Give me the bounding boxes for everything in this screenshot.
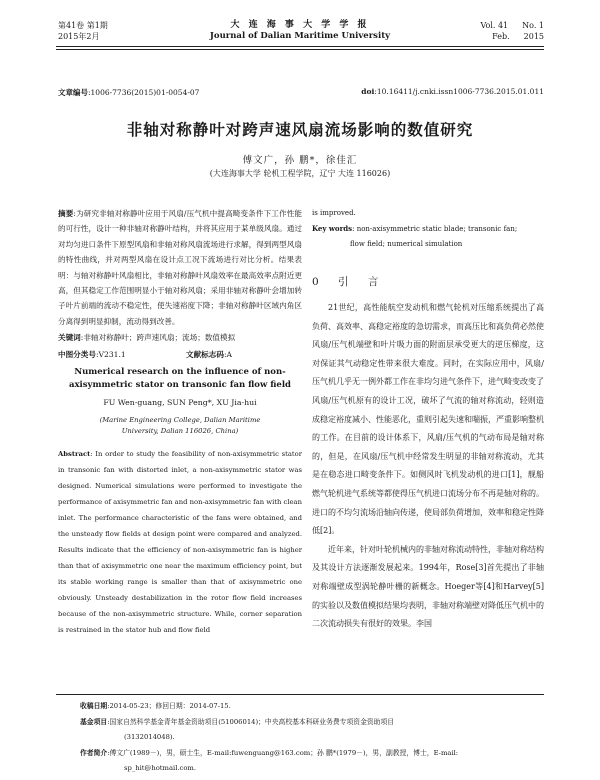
authors-en: FU Wen-guang, SUN Peng*, XU Jia-hui	[103, 398, 257, 407]
section-title: 引 言	[338, 276, 387, 288]
journal-title-cn: 大 连 海 事 大 学 学 报	[230, 20, 370, 30]
header-rule-thin	[56, 49, 544, 50]
article-identifiers	[58, 87, 544, 98]
author-info-2: sp_hit@hotmail.com.	[124, 764, 197, 772]
abstract-en	[58, 446, 302, 638]
keywords-cn	[58, 330, 302, 345]
affiliation-cn: (大连海事大学 轮机工程学院，辽宁 大连 116026)	[209, 169, 391, 178]
article-no-label: 文章编号	[58, 88, 88, 97]
abstract-cn-block	[58, 206, 302, 362]
section-heading	[312, 274, 386, 289]
affiliation-en-line2: University, Dalian 116026, China)	[121, 427, 239, 435]
header-volume-info	[58, 20, 108, 42]
abstract-en-text: : In order to study the feasibility of non-axisymmetric stator in transonic fan with distorted inlet, a non-axisymmetric stator was designed. Numerical simulations were performed to investigate the performance of axisymmetric fan and non-axisymmetric fan with clean inlet. The performance characteristic of the fans were obtained, and the unsteady flow fields at design point were compared and analyzed. Results indicate that the efficiency of non-axisymmetric fan is higher than that of axisymmetric one near the maximum efficiency point, but its stable working range is smaller than that of axisymmetric one obviously. Unsteady destabilization in the rotor flow field increases because of the non-axisymmetric structure. While, corner separation is restrained in the stator hub and flow field	[58, 450, 302, 634]
affiliation-en	[58, 415, 302, 437]
month-en: Feb.	[492, 32, 510, 41]
keywords-cn-text: :非轴对称静叶；跨声速风扇；流场；数值模拟	[80, 333, 236, 343]
footnote-fund	[80, 715, 544, 746]
affiliation-en-line1: (Marine Engineering College, Dalian Maritime	[99, 416, 261, 424]
doi: :10.16411/j.cnki.issn1006-7736.2015.01.011	[374, 87, 544, 96]
keywords-en-label: Key words	[312, 224, 353, 233]
paper-title-cn: 非轴对称静叶对跨声速风扇流场影响的数值研究	[126, 121, 474, 139]
author-info-1: :傅文广(1989－)，男，硕士生，E-mail:fuwenguang@163.com；孙 鹏*(1979－)，男，副教授，博士，E-mail:	[107, 748, 459, 757]
author-info-label: 作者简介	[80, 748, 108, 757]
keywords-en	[312, 221, 544, 252]
journal-header	[170, 20, 430, 42]
clc-label: 中图分类号	[58, 349, 96, 359]
received-label: 收稿日期	[80, 702, 108, 710]
keywords-en-line1: : non-axisymmetric static blade; transonic fan;	[352, 225, 518, 233]
clc-code: :V231.1	[95, 349, 126, 359]
footnote-author	[80, 746, 544, 777]
received-dates: :2014-05-23；修回日期：2014-07-15.	[107, 702, 231, 710]
volume-cn: 第41卷 第1期	[58, 21, 108, 30]
footnote-rule	[56, 694, 544, 695]
journal-title-en: Journal of Dalian Maritime University	[209, 31, 391, 41]
header-rule-thick	[56, 46, 544, 47]
header-volume-info-en	[480, 20, 544, 42]
authors-cn: 傅文广，孙 鹏*，徐佳汇	[242, 155, 358, 166]
fund-text-1: :国家自然科学基金青年基金资助项目(51006014)；中央高校基本科研业务费专项资金资助项目	[107, 717, 395, 726]
abstract-cn	[58, 206, 302, 329]
issue-en: No. 1	[522, 21, 544, 30]
body-text	[312, 299, 544, 634]
footnote	[80, 699, 544, 777]
abstract-en-continued-block	[312, 206, 544, 252]
body-paragraph-2: 近年来，针对叶轮机械内的非轴对称流动特性，非轴对称结构及其设计方法逐渐发展起来。1994年，Rose[3]首先提出了非轴对称端壁成型涡轮静叶栅的新概念。Hoeger等[4]和Harvey[5]的实验以及数值模拟结果均表明，非轴对称端壁对降低压气机中的二次流动损失有很好的效果。李国	[312, 544, 544, 629]
keywords-en-line2: flow field; numerical simulation	[350, 240, 463, 248]
section-number: 0	[312, 276, 327, 288]
volume-en: Vol. 41	[480, 21, 509, 30]
abstract-en-label: Abstract	[58, 450, 91, 458]
year-en: 2015	[523, 32, 544, 41]
paper-title-en: Numerical research on the influence of non-axisymmetric stator on transonic fan flow field	[68, 367, 292, 390]
keywords-cn-label: 关键词	[58, 333, 81, 343]
footnote-received	[80, 699, 544, 715]
body-paragraph-1: 21世纪，高性能航空发动机和燃气轮机对压缩系统提出了高负荷、高效率、高稳定裕度的急切需求，而高压比和高负荷必然使风扇/压气机端壁和叶片吸力面的附面层承受更大的逆压梯度，这对保证其气动稳定性带来很大难度。同时，在实际应用中，风扇/压气机几乎无一例外都工作在非均匀进气条件下，进气畸变改变了风扇/压气机原有的设计工况，破坏了气流的轴对称流动，轻则造成稳定裕度减小、性能恶化，重则引起失速和喘振，严重影响整机的工作。在目前的设计体系下，风扇/压气机的气动布局是轴对称的，但是，在风扇/压气机中经常发生明显的非轴对称流动，尤其是在稳态进口畸变条件下。如侧风时飞机发动机的进口[1]，舰船燃气轮机进气系统等都使得压气机进口流场分布不再是轴对称的。进口的不均匀流场沿轴向传递，使局部负荷增加，效率和稳定性降低[2]。	[312, 303, 544, 536]
article-no: :1006-7736(2015)01-0054-07	[88, 88, 200, 97]
doi-label: doi	[361, 87, 375, 96]
fund-label: 基金项目	[80, 717, 108, 726]
abstract-cn-label: 摘要	[58, 209, 74, 218]
classification	[58, 347, 302, 362]
abstract-cn-text: :为研究非轴对称静叶应用于风扇/压气机中提高畸变条件下工作性能的可行性，设计一种非轴对称静叶结构，并将其应用于某单级风扇。通过对均匀进口条件下原型风扇和非轴对称风扇流场进行求解，得到两型风扇的特性曲线，并对两型风扇在设计点工况下流场进行对比分析。结果表明：与轴对称静叶风扇相比，非轴对称静叶风扇效率在最高效率点附近更高，但其稳定工作范围明显小于轴对称风扇；采用非轴对称静叶会增加转子叶片前端的流动不稳定性，使失速裕度下降；非轴对称静叶区域内角区分离得到明显抑制，流动得到改善。	[58, 209, 302, 326]
date-cn: 2015年2月	[58, 32, 100, 41]
fund-text-2: (3132014048).	[124, 733, 175, 741]
doc-code-label: 文献标志码	[185, 349, 224, 359]
doc-code: :A	[223, 349, 232, 359]
abstract-en-continued: is improved.	[312, 209, 356, 217]
